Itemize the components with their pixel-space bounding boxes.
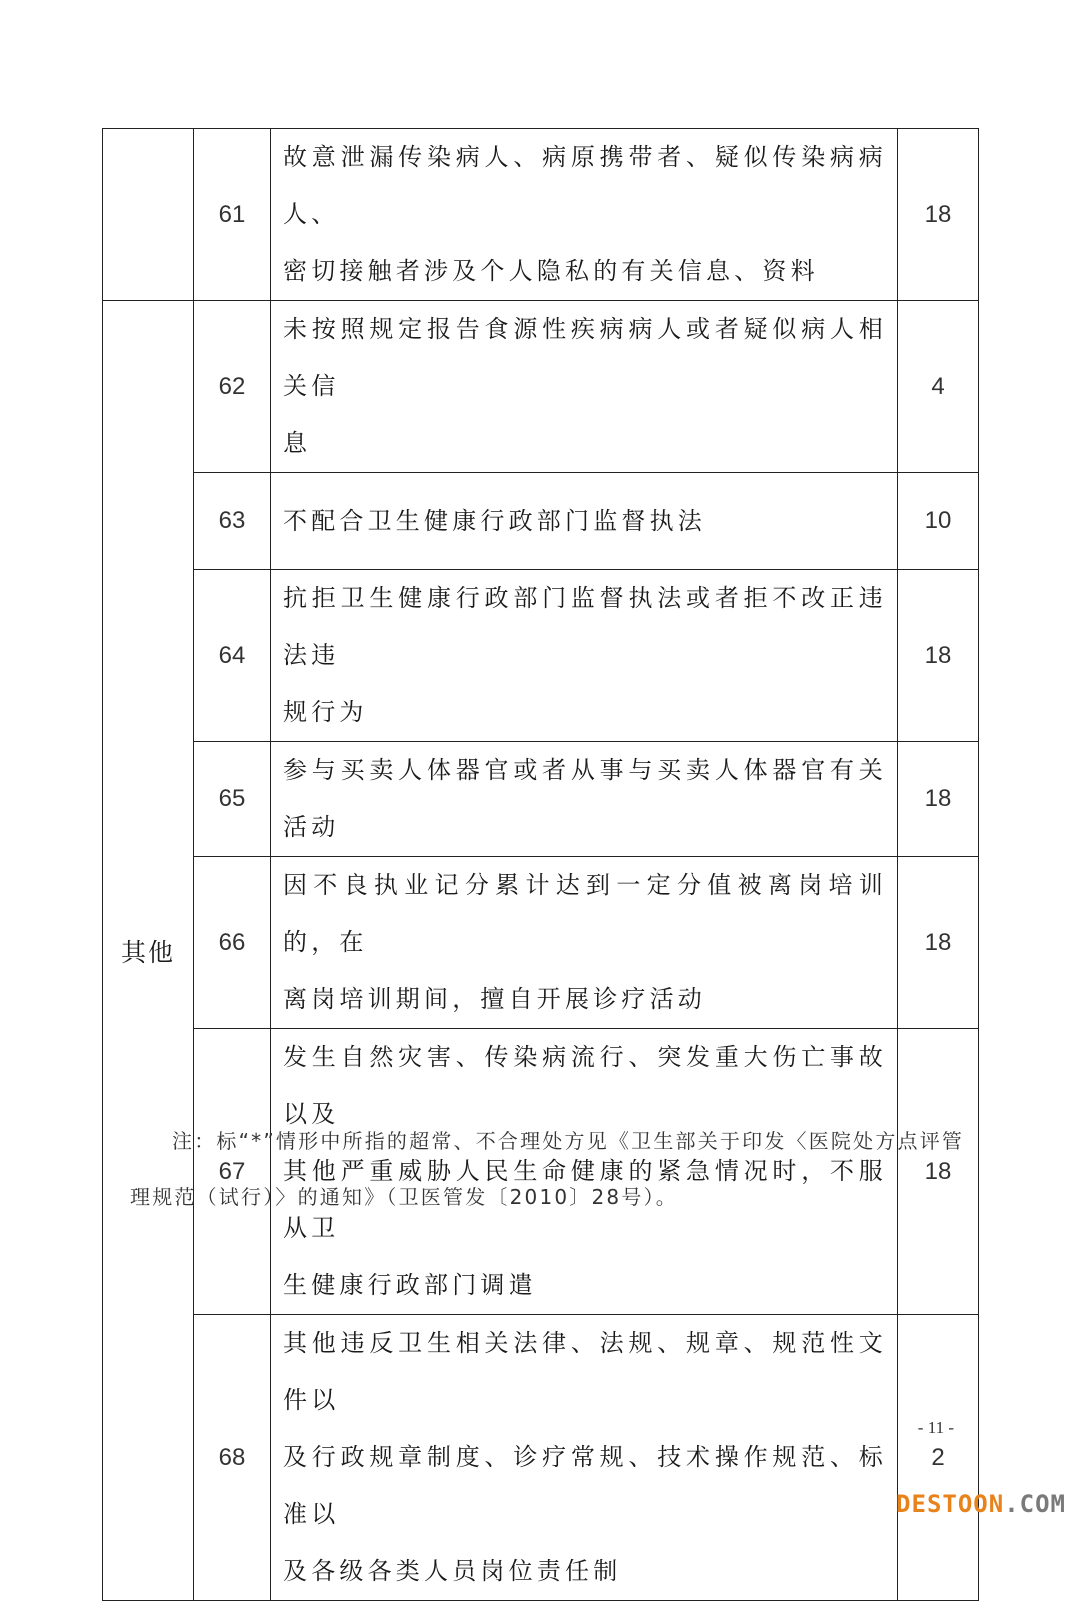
item-description: 参与买卖人体器官或者从事与买卖人体器官有关活动 [271, 742, 898, 857]
footnote-line-1: 注：标“*”情形中所指的超常、不合理处方见《卫生部关于印发〈医院处方点评管 [172, 1129, 965, 1153]
item-score: 18 [898, 742, 979, 857]
category-cell-other: 其他 [103, 301, 194, 1601]
item-number: 65 [194, 742, 271, 857]
item-number: 62 [194, 301, 271, 473]
table-row [103, 129, 979, 301]
item-number: 68 [194, 1315, 271, 1601]
watermark-logo [896, 1490, 1066, 1518]
table-row [103, 473, 979, 570]
item-description: 未按照规定报告食源性疾病病人或者疑似病人相关信 息 [271, 301, 898, 473]
item-number: 63 [194, 473, 271, 570]
scoring-table [102, 128, 979, 1601]
table-row [103, 301, 979, 473]
item-number: 64 [194, 570, 271, 742]
table-row [103, 742, 979, 857]
watermark-part1: DESTOON [896, 1490, 1005, 1518]
item-score: 2 [898, 1315, 979, 1601]
item-description: 发生自然灾害、传染病流行、突发重大伤亡事故以及 其他严重威胁人民生命健康的紧急情况时，不服从卫 生健康行政部门调遣 [271, 1029, 898, 1315]
item-score: 4 [898, 301, 979, 473]
page-number: - 11 - [917, 1418, 954, 1437]
category-cell-continued [103, 129, 194, 301]
item-number: 61 [194, 129, 271, 301]
watermark-part2: .COM [1004, 1490, 1066, 1518]
item-number: 66 [194, 857, 271, 1029]
item-description: 其他违反卫生相关法律、法规、规章、规范性文件以 及行政规章制度、诊疗常规、技术操作规范、标准以 及各级各类人员岗位责任制 [271, 1315, 898, 1601]
item-score: 18 [898, 857, 979, 1029]
item-score: 10 [898, 473, 979, 570]
table-row [103, 570, 979, 742]
item-score: 18 [898, 1029, 979, 1315]
item-description: 不配合卫生健康行政部门监督执法 [271, 473, 898, 570]
table-row [103, 1315, 979, 1601]
item-score: 18 [898, 570, 979, 742]
table-row [103, 857, 979, 1029]
footnote-line-2: 理规范（试行）〉的通知》（卫医管发〔2010〕28号）。 [130, 1185, 678, 1209]
item-score: 18 [898, 129, 979, 301]
item-description: 因不良执业记分累计达到一定分值被离岗培训的，在 离岗培训期间，擅自开展诊疗活动 [271, 857, 898, 1029]
item-description: 故意泄漏传染病人、病原携带者、疑似传染病病人、 密切接触者涉及个人隐私的有关信息、资料 [271, 129, 898, 301]
item-number: 67 [194, 1029, 271, 1315]
table-row [103, 1029, 979, 1315]
item-description: 抗拒卫生健康行政部门监督执法或者拒不改正违法违 规行为 [271, 570, 898, 742]
